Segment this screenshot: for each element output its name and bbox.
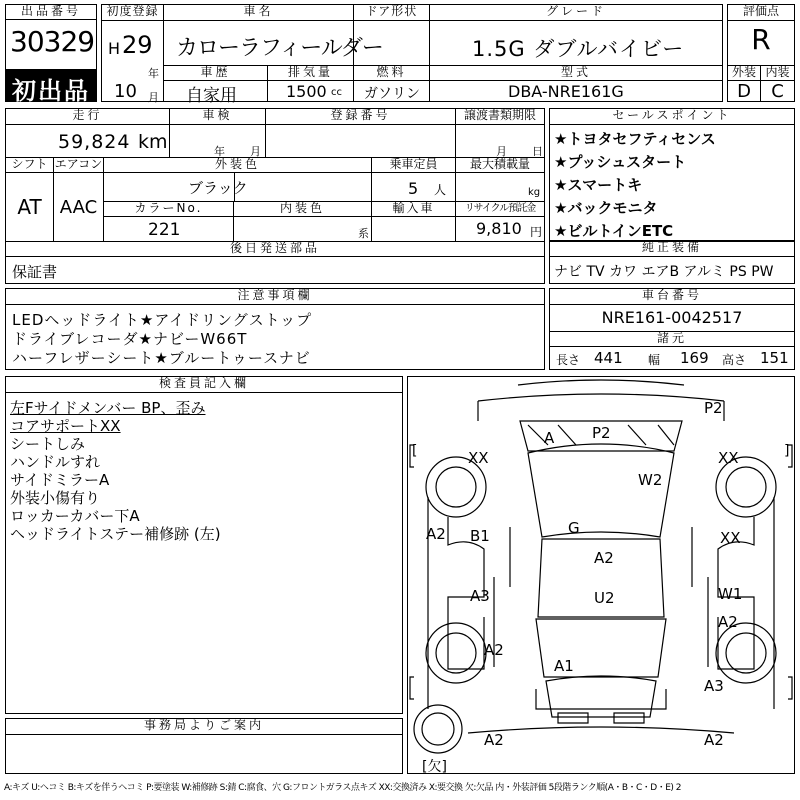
shift-label: シフト (6, 157, 54, 173)
mark-a3-right: A3 (704, 677, 724, 695)
sales-item: ★トヨタセフティセンス (554, 130, 716, 148)
model-cell (430, 81, 722, 101)
recycle-label: リサイクル預託金 (456, 201, 544, 217)
history-label: 車歴 (164, 65, 268, 81)
inspection-month-unit: 月 (250, 145, 261, 158)
int-label: 内装 (761, 65, 794, 81)
inspector-line: サイドミラーA (10, 471, 110, 489)
color-label: 外装色 (104, 157, 372, 173)
displacement-unit: cc (331, 87, 342, 98)
sales-item: ★ビルトインETC (554, 222, 674, 240)
mark-u2: U2 (594, 589, 615, 607)
interior-cell (234, 217, 372, 241)
transfer-day-unit: 日 (532, 145, 543, 158)
dims-label: 諸元 (550, 331, 794, 347)
seats-value: 5 (408, 179, 419, 198)
inspector-label: 検査員記入欄 (6, 377, 402, 393)
int-score: C (771, 81, 784, 102)
mark-xx-front-right: XX (718, 449, 739, 467)
inspector-line: ヘッドライトステー補修跡 (左) (10, 525, 221, 543)
door-label: ドア形状 (354, 5, 430, 21)
displacement-label: 排気量 (268, 65, 354, 81)
mark-w2: W2 (638, 471, 663, 489)
first-reg-label: 初度登録 (102, 5, 164, 21)
first-listing-badge (6, 69, 96, 105)
color-cell (104, 173, 372, 201)
equipment-box (549, 240, 795, 284)
ext-label: 外装 (728, 65, 761, 81)
bracket-mark: ] (784, 443, 790, 459)
first-reg-cell (102, 21, 164, 80)
note-line: ドライブレコーダ★ナビーW66T (12, 330, 248, 348)
chassis-label: 車台番号 (550, 289, 794, 305)
inspector-box (5, 376, 403, 714)
sales-points-box (549, 108, 795, 242)
mark-a1: A1 (554, 657, 574, 675)
mark-w1: W1 (718, 585, 743, 603)
width-value: 169 (680, 349, 709, 367)
grade-label: グレード (430, 5, 722, 21)
sales-item: ★プッシュスタート (554, 153, 687, 171)
model-label: 型式 (430, 65, 722, 81)
reg-no-label: 登録番号 (266, 109, 456, 125)
shift-value: AT (6, 173, 54, 241)
mark-a2-left-rear: A2 (484, 641, 504, 659)
height-label: 高さ (722, 353, 747, 367)
era: H (108, 39, 121, 58)
color-no-label: カラーNo. (104, 201, 234, 217)
displacement-value: 1500 (286, 82, 327, 101)
height-value: 151 (760, 349, 789, 367)
seats-label: 乗車定員 (372, 157, 456, 173)
ac-label: エアコン (54, 157, 103, 171)
color-divider (234, 173, 235, 201)
mark-a2-roof: A2 (594, 549, 614, 567)
equipment-value: ナビ TV カワ エアB アルミ PS PW (554, 264, 774, 280)
inspection-cell (170, 125, 266, 157)
mark-p2-front: P2 (592, 424, 611, 442)
office-label: 事務局よりご案内 (6, 719, 402, 735)
inspector-line: シートしみ (10, 435, 86, 453)
recycle-value: 9,810 (476, 219, 522, 238)
chassis-box (549, 288, 795, 370)
length-label: 長さ (556, 353, 581, 367)
recycle-cell (456, 217, 544, 241)
mark-a2-bottom-left: A2 (484, 731, 504, 749)
grade-value: 1.5G ダブルバイビー (472, 37, 685, 61)
notes-label: 注意事項欄 (6, 289, 544, 305)
interior-unit: 系 (358, 227, 369, 240)
reg-no-cell (266, 125, 456, 157)
load-unit: kg (528, 187, 541, 198)
missing-label: [欠] (422, 759, 447, 773)
bracket-mark: [ (412, 443, 418, 459)
score-label: 評価点 (728, 5, 794, 21)
month-unit: 月 (148, 91, 159, 104)
sales-item: ★スマートキ (554, 176, 643, 194)
score-value: R (751, 23, 771, 56)
color-no-value: 221 (148, 220, 181, 240)
width-label: 幅 (648, 353, 661, 367)
equipment-label: 純正装備 (550, 241, 794, 257)
grade-cell (430, 21, 722, 69)
mark-g: G (568, 519, 580, 537)
seats-cell (372, 173, 456, 201)
transfer-label: 譲渡書類期限 (456, 109, 544, 125)
inspector-line: コアサポートXX (10, 417, 121, 435)
inspector-line: 左Fサイドメンバー BP、歪み (10, 399, 206, 417)
mark-xx-front-left: XX (468, 449, 489, 467)
mileage-value: 59,824 (58, 131, 131, 153)
score-table (727, 4, 795, 102)
door-cell (354, 21, 430, 69)
load-cell (456, 173, 544, 201)
mark-a2-right: A2 (718, 613, 738, 631)
legend-footer: A:キズ U:ヘコミ B:キズを伴うヘコミ P:要塗装 W:補修跡 S:錆 C:腐食、穴 G:フロントガラス点キズ XX:交換済み X:要交換 欠:欠品 内・外装評価 5段階ランク順(A・B・C・D・E) 2 (4, 783, 682, 793)
fuel-label: 燃料 (354, 65, 430, 81)
mileage-label: 走行 (6, 109, 170, 125)
history-value: 自家用 (186, 86, 237, 106)
mark-a2-bottom-right: A2 (704, 731, 724, 749)
recycle-unit: 円 (530, 225, 543, 239)
color-no-cell (104, 217, 234, 241)
car-name: カローラフィールダー (176, 36, 383, 61)
transfer-month-unit: 月 (496, 145, 507, 158)
inspector-line: 外装小傷有り (10, 489, 101, 507)
mark-xx-right: XX (720, 529, 741, 547)
seats-unit: 人 (434, 183, 447, 197)
fuel-value: ガソリン (364, 86, 420, 102)
inspector-line: ロッカーカバー下A (10, 507, 140, 525)
history-cell (164, 81, 268, 106)
mark-a3-left: A3 (470, 587, 490, 605)
lot-number-label: 出品番号 (6, 5, 96, 20)
load-label: 最大積載量 (456, 157, 544, 173)
mark-b1: B1 (470, 527, 490, 545)
interior-label: 内装色 (234, 201, 372, 217)
lot-number: 30329 (10, 25, 95, 58)
later-parts-label: 後日発送部品 (6, 241, 544, 257)
import-label: 輸入車 (372, 201, 456, 217)
fuel-cell (354, 81, 430, 101)
mark-a-front: A (544, 429, 555, 447)
damage-diagram-box (407, 376, 795, 774)
transfer-cell (456, 125, 544, 157)
sales-points-label: セールスポイント (550, 109, 794, 125)
model-value: DBA-NRE161G (508, 82, 624, 101)
later-parts-value: 保証書 (12, 263, 58, 281)
car-diagram (408, 377, 794, 773)
mileage-cell (6, 125, 170, 157)
notes-box (5, 288, 545, 370)
inspection-label: 車検 (170, 109, 266, 125)
note-line: LEDヘッドライト★アイドリングストップ (12, 311, 313, 329)
color-value: ブラック (188, 179, 248, 197)
ext-score: D (728, 81, 761, 101)
displacement-cell (268, 81, 354, 101)
month-cell (102, 69, 164, 104)
chassis-number: NRE161-0042517 (601, 308, 743, 327)
inspector-line: ハンドルすれ (10, 453, 101, 471)
mileage-unit: km (138, 131, 168, 153)
inspection-year-unit: 年 (214, 145, 225, 158)
car-name-cell (164, 21, 383, 69)
import-cell (372, 217, 456, 241)
car-name-label: 車名 (164, 5, 354, 21)
first-reg-year: 29 (122, 31, 153, 59)
year-unit: 年 (148, 67, 159, 80)
mark-p2-top: P2 (704, 399, 723, 417)
mark-a2-left-fender: A2 (426, 525, 446, 543)
office-box (5, 718, 403, 774)
details-table (5, 108, 545, 284)
first-listing-label: 初出品 (12, 77, 90, 105)
sales-item: ★バックモニタ (554, 199, 658, 217)
ac-value: AAC (54, 173, 104, 241)
first-reg-month: 10 (114, 81, 137, 102)
length-value: 441 (594, 349, 623, 367)
note-line: ハーフレザーシート★ブルートゥースナビ (12, 349, 311, 367)
vehicle-header-table (101, 4, 723, 106)
lot-number-box (5, 4, 97, 105)
